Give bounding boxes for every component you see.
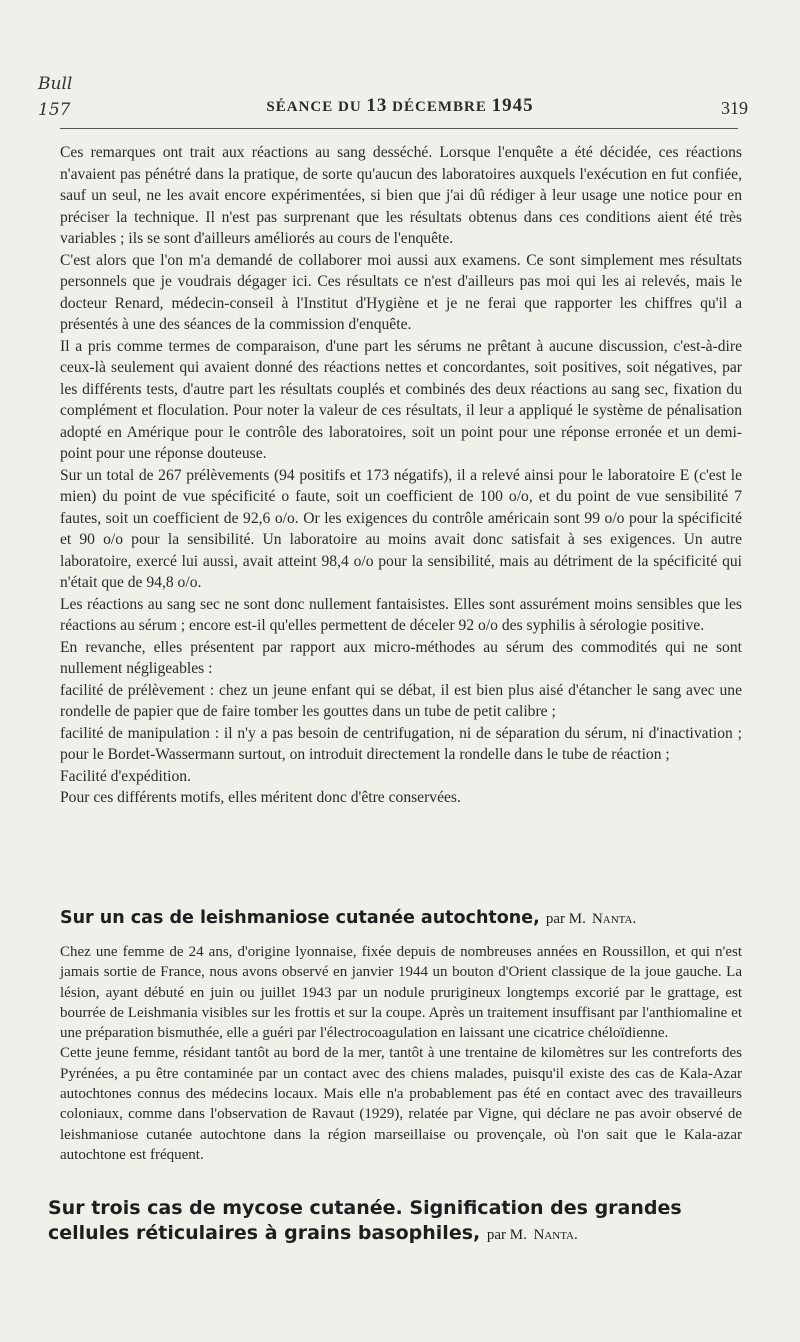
handwritten-annotation: Bull — [38, 74, 73, 94]
section-2-heading — [60, 908, 742, 928]
paragraph: facilité de manipulation : il n'y a pas besoin de centrifugation, ni de séparation du sérum, ni d'inactivation ; pour le Bordet-Wassermann surtout, on introduit directement la rondelle dans le tube de réaction ; — [60, 724, 742, 763]
page-number: 319 — [721, 98, 748, 118]
paragraph: Facilité d'expédition. — [60, 767, 191, 785]
paragraph: En revanche, elles présentent par rapport aux micro-méthodes au sérum des commodités qui ne sont nullement négligeables : — [60, 638, 742, 677]
paragraph: Sur un total de 267 prélèvements (94 positifs et 173 négatifs), il a relevé ainsi pour le laboratoire E (c'est le mien) du point de vue spécificité o faute, soit un coefficient de 100 o/o, et du point de vue sensibilité 7 fautes, soit un coefficient de 92,6 o/o. Or les exigences du contrôle américain sont 99 o/o pour la spécificité et 90 o/o pour la sensibilité. Un laboratoire au moins avait donc satisfait à ses exigences. Un autre laboratoire, exercé lui aussi, avait atteint 98,4 o/o pour la sensibilité, mais au détriment de la spécificité qui n'était que de 94,8 o/o. — [60, 466, 742, 591]
section-1-body — [60, 142, 742, 809]
paragraph: facilité de prélèvement : chez un jeune enfant qui se débat, il est bien plus aisé d'étancher le sang avec une rondelle de papier que de faire tomber les gouttes dans un tube de petit calibre ; — [60, 681, 742, 720]
section-2-body — [60, 942, 742, 1165]
section-title: Sur trois cas de mycose cutanée. Signification des grandes cellules réticulaires à grains basophiles, — [48, 1197, 682, 1244]
handwritten-annotation-number: 157 — [38, 100, 71, 120]
author-name: Nanta. — [533, 1227, 578, 1243]
running-title-day: 13 — [366, 95, 388, 116]
section-title: Sur un cas de leishmaniose cutanée autochtone, — [60, 908, 540, 928]
running-title-month: DÉCEMBRE — [392, 99, 487, 115]
paragraph: Pour ces différents motifs, elles méritent donc d'être conservées. — [60, 789, 461, 806]
section-3-heading — [48, 1196, 748, 1248]
paragraph: Chez une femme de 24 ans, d'origine lyonnaise, fixée depuis de nombreuses années en Roussillon, et qui n'est jamais sortie de France, nous avons observé en janvier 1944 un bouton d'Orient classique de la joue gauche. La lésion, ayant débuté en juin ou juillet 1943 par un nodule prurigineux longtemps excorié par le grattage, est bourrée de Leishmania visibles sur les frottis et sur la coupe. Après un traitement insuffisant par l'anthiomaline et une préparation bismuthée, elle a guéri par l'électrocoagulation en laissant une cicatrice chéloïdienne. — [60, 944, 742, 1042]
paragraph: C'est alors que l'on m'a demandé de collaborer moi aussi aux examens. Ce sont simplement mes résultats personnels que je voudrais dégager ici. Ces résultats ce n'est d'ailleurs pas moi qui les ai relevés, mais le docteur Renard, médecin-conseil à l'Institut d'Hygiène et je ne ferai que rapporter les chiffres qu'il a présentés à une des séances de la commission d'enquête. — [60, 251, 742, 333]
paragraph: Ces remarques ont trait aux réactions au sang desséché. Lorsque l'enquête a été décidée, ces réactions n'avaient pas pénétré dans la pratique, de sorte qu'aucun des laboratoires auxquels l'exécution en fut confiée, sauf un seul, ne les avait encore expérimentées, si bien que j'ai dû rédiger à leur usage une notice pour en préciser la technique. Il n'est pas surprenant que les résultats obtenus dans ces conditions aient été très variables ; ils se sont d'ailleurs améliorés au cours de l'enquête. — [60, 144, 742, 247]
running-title — [0, 95, 800, 117]
running-title-year: 1945 — [491, 95, 534, 116]
byline-prefix: par M. — [486, 1227, 527, 1243]
running-title-prefix: SÉANCE DU — [266, 99, 362, 115]
byline-prefix: par M. — [545, 911, 586, 927]
paragraph: Il a pris comme termes de comparaison, d'une part les sérums ne prêtant à aucune discussion, c'est-à-dire ceux-là seulement qui avaient donné des réactions nettes et concordantes, soit positives, soit négatives, par les différents tests, d'autre part les résultats couplés et combinés des deux réactions au sang sec, fixation du complément et floculation. Pour noter la valeur de ces résultats, il leur a appliqué le système de pénalisation adopté en Amérique pour le contrôle des laboratoires, soit un point pour une réponse erronée et un demi-point pour une réponse douteuse. — [60, 337, 742, 462]
paragraph: Les réactions au sang sec ne sont donc nullement fantaisistes. Elles sont assurément moins sensibles que les réactions au sérum ; encore est-il qu'elles permettent de déceler 92 o/o des syphilis à sérologie positive. — [60, 595, 742, 634]
author-name: Nanta. — [591, 911, 637, 927]
paragraph: Cette jeune femme, résidant tantôt au bord de la mer, tantôt à une trentaine de kilomètres sur les contreforts des Pyrénées, a pu être contaminée par un contact avec des chiens malades, puisqu'il existe des cas de Kala-Azar autochtones connus des médecins locaux. Mais elle n'a probablement pas été en contact avec des travailleurs coloniaux, comme dans l'observation de Ravaut (1929), relatée par Vigne, qui déclare ne pas avoir observé de leishmaniose cutanée autochtone dans la région marseillaise ou provençale, où l'on sait que le Kala-azar autochtone est fréquent. — [60, 1045, 742, 1163]
header-rule — [60, 128, 738, 129]
